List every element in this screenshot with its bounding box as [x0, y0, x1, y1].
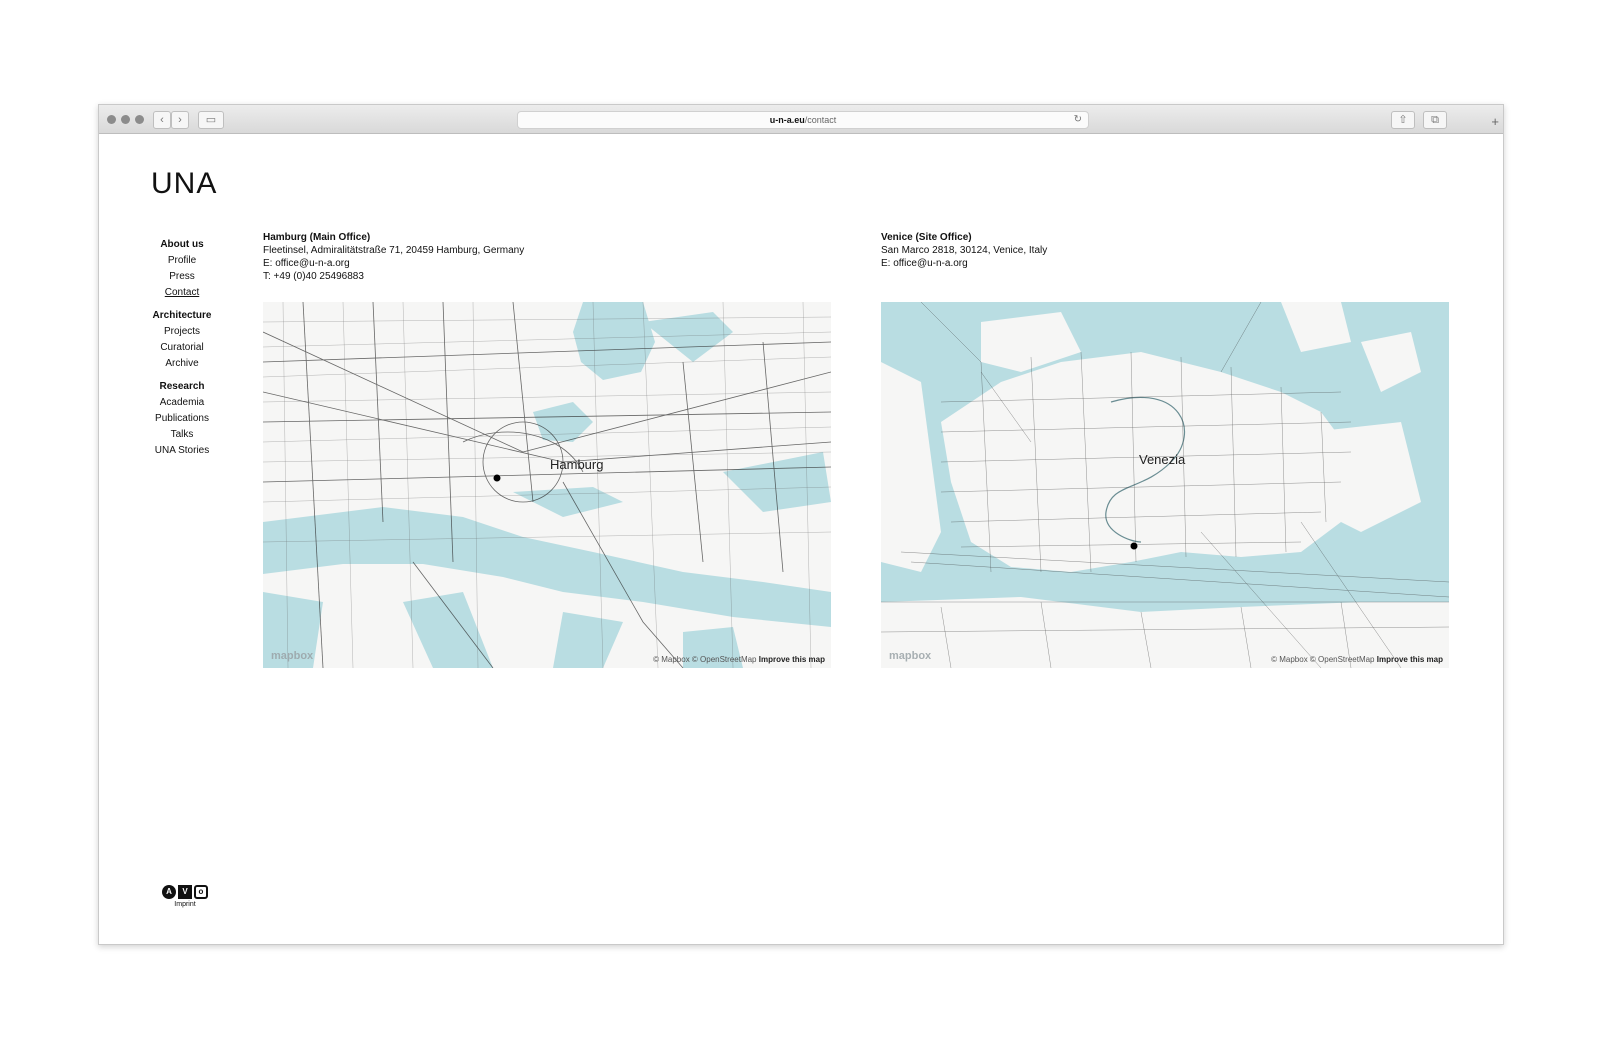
office-venice [881, 231, 1047, 270]
office-address: Fleetinsel, Admiralitätstraße 71, 20459 Hamburg, Germany [263, 245, 525, 256]
nav-item-projects[interactable]: Projects [163, 326, 201, 337]
vimeo-icon[interactable]: V [178, 885, 192, 899]
instagram-icon[interactable]: o [194, 885, 208, 899]
main-navigation [137, 237, 227, 459]
map-attribution [653, 655, 825, 664]
nav-item-press[interactable]: Press [169, 271, 195, 282]
office-location-marker [494, 475, 501, 482]
back-button[interactable]: ‹ [153, 111, 171, 129]
map-venice[interactable] [881, 302, 1449, 668]
url-path: /contact [804, 115, 837, 125]
footer-social [154, 881, 216, 908]
office-title: Venice (Site Office) [881, 232, 972, 243]
map-hamburg[interactable] [263, 302, 831, 668]
imprint-link[interactable]: Imprint [174, 901, 196, 908]
browser-toolbar [99, 105, 1503, 134]
site-logo[interactable]: UNA [151, 167, 218, 200]
nav-heading-research[interactable]: Research [159, 381, 205, 392]
nav-item-talks[interactable]: Talks [170, 429, 194, 440]
office-location-marker [1131, 543, 1138, 550]
url-host: u-n-a.eu [769, 115, 805, 125]
reload-icon[interactable]: ↻ [1073, 114, 1082, 125]
tabs-overview-icon[interactable]: ⧉ [1423, 111, 1447, 129]
office-email[interactable]: E: office@u-n-a.org [881, 258, 968, 269]
office-address: San Marco 2818, 30124, Venice, Italy [881, 245, 1048, 256]
nav-item-publications[interactable]: Publications [155, 413, 209, 424]
nav-heading-architecture[interactable]: Architecture [152, 310, 212, 321]
map-copyright[interactable]: © Mapbox © OpenStreetMap [1271, 655, 1375, 664]
office-hamburg [263, 231, 524, 283]
nav-item-curatorial[interactable]: Curatorial [160, 342, 204, 353]
zoom-window-button[interactable] [135, 115, 144, 124]
sidebar-toggle-icon[interactable]: ▭ [198, 111, 224, 129]
map-city-label: Hamburg [550, 457, 604, 472]
address-bar[interactable] [517, 111, 1089, 129]
nav-item-contact[interactable]: Contact [164, 287, 200, 298]
forward-button[interactable]: › [171, 111, 189, 129]
close-window-button[interactable] [107, 115, 116, 124]
nav-item-una-stories[interactable]: UNA Stories [154, 445, 210, 456]
office-email[interactable]: E: office@u-n-a.org [263, 258, 350, 269]
mapbox-logo[interactable]: mapbox [271, 650, 314, 662]
minimize-window-button[interactable] [121, 115, 130, 124]
map-copyright[interactable]: © Mapbox © OpenStreetMap [653, 655, 757, 664]
mapbox-logo[interactable]: mapbox [889, 650, 932, 662]
share-icon[interactable]: ⇧ [1391, 111, 1415, 129]
improve-map-link[interactable]: Improve this map [758, 655, 825, 664]
office-title: Hamburg (Main Office) [263, 232, 371, 243]
new-tab-icon[interactable]: + [1491, 114, 1499, 129]
map-attribution [1271, 655, 1443, 664]
hamburg-map-graphic [263, 302, 831, 668]
map-city-label: Venezia [1139, 452, 1186, 467]
nav-heading-about-us[interactable]: About us [160, 239, 204, 250]
office-phone[interactable]: T: +49 (0)40 25496883 [263, 271, 364, 282]
improve-map-link[interactable]: Improve this map [1376, 655, 1443, 664]
nav-item-profile[interactable]: Profile [167, 255, 197, 266]
nav-item-academia[interactable]: Academia [159, 397, 205, 408]
architects-network-icon[interactable]: A [162, 885, 176, 899]
nav-item-archive[interactable]: Archive [165, 358, 199, 369]
venice-map-graphic [881, 302, 1449, 668]
browser-window [98, 104, 1504, 945]
